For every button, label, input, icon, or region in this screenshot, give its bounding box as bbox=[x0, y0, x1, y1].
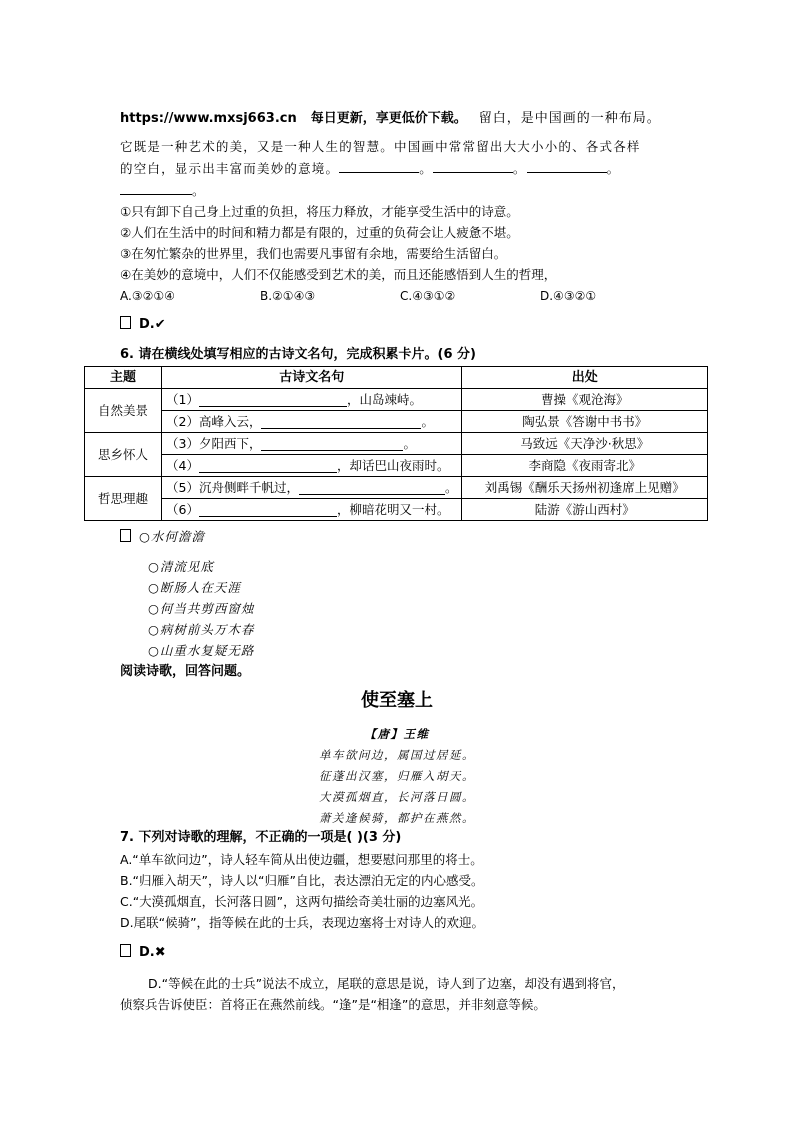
header-line bbox=[120, 110, 661, 128]
verse-cell bbox=[162, 499, 462, 521]
fill-blank-1[interactable] bbox=[199, 392, 347, 407]
table-header-row bbox=[85, 367, 708, 389]
answer-marker bbox=[120, 530, 139, 545]
verse-pre: （3）夕阳西下， bbox=[166, 436, 262, 451]
q5-answer bbox=[120, 316, 166, 334]
q5-intro: 留白，是中国画的一种布局。 bbox=[478, 111, 661, 126]
header-verse: 古诗文名句 bbox=[162, 367, 462, 389]
table-row bbox=[85, 411, 708, 433]
q5-option-2: ②人们在生活中的时间和精力都是有限的，过重的负荷会让人疲惫不堪。 bbox=[120, 225, 519, 240]
verse-post: ，却话巴山夜雨时。 bbox=[336, 458, 450, 473]
q7-title: 7. 下列对诗歌的理解，不正确的一项是( )(3 分) bbox=[120, 830, 402, 845]
q5-paragraph-text: 的空白，显示出丰富而美妙的意境。 bbox=[120, 161, 340, 176]
q5-sep: 。 bbox=[192, 183, 206, 198]
q5-choice-a[interactable]: A.③②①④ bbox=[120, 289, 175, 303]
q6-answer-6: ○山重水复疑无路 bbox=[148, 643, 255, 658]
source-cell: 刘禹锡《酬乐天扬州初逢席上见赠》 bbox=[462, 477, 708, 499]
verse-post: 。 bbox=[421, 414, 434, 429]
poem-line-2: 征蓬出汉塞，归雁入胡天。 bbox=[319, 769, 475, 783]
verse-pre: （5）沉舟侧畔千帆过， bbox=[166, 480, 299, 495]
q5-blank-1 bbox=[339, 160, 419, 173]
verse-cell bbox=[162, 433, 462, 455]
source-cell: 马致远《天净沙·秋思》 bbox=[462, 433, 708, 455]
verse-cell bbox=[162, 411, 462, 433]
q5-choice-d[interactable]: D.④③②① bbox=[540, 289, 597, 303]
poem-line-3: 大漠孤烟直，长河落日圆。 bbox=[319, 790, 475, 804]
verse-pre: （4） bbox=[166, 458, 199, 473]
verse-pre: （2）高峰入云， bbox=[166, 414, 262, 429]
verse-cell bbox=[162, 477, 462, 499]
q5-option-3: ③在匆忙繁杂的世界里，我们也需要凡事留有余地，需要给生活留白。 bbox=[120, 246, 507, 261]
poem-line-1: 单车欲问边，属国过居延。 bbox=[319, 748, 475, 762]
fill-blank-4[interactable] bbox=[199, 458, 337, 473]
poem-line-4: 萧关逢候骑，都护在燕然。 bbox=[319, 811, 475, 825]
q5-option-4: ④在美妙的意境中，人们不仅能感受到艺术的美，而且还能感悟到人生的哲理， bbox=[120, 267, 557, 282]
source-cell: 陶弘景《答谢中书书》 bbox=[462, 411, 708, 433]
fill-blank-6[interactable] bbox=[199, 502, 337, 517]
q7-answer bbox=[120, 944, 166, 962]
answer-box-icon bbox=[120, 316, 131, 329]
source-cell: 李商隐《夜雨寄北》 bbox=[462, 455, 708, 477]
poem-title: 使至塞上 bbox=[361, 690, 433, 711]
q6-answer-2: ○清流见底 bbox=[148, 559, 214, 574]
q7-option-b[interactable]: B.“归雁入胡天”，诗人以“归雁”自比，表达漂泊无定的内心感受。 bbox=[120, 873, 484, 888]
q6-answer-3: ○断肠人在天涯 bbox=[148, 580, 241, 595]
verse-post: ，山岛竦峙。 bbox=[346, 392, 422, 407]
verse-cell bbox=[162, 389, 462, 411]
header-source: 出处 bbox=[462, 367, 708, 389]
q6-answer-4: ○何当共剪西窗烛 bbox=[148, 601, 255, 616]
answer-box-icon bbox=[120, 944, 131, 957]
verse-post: ，柳暗花明又一村。 bbox=[336, 502, 450, 517]
q5-paragraph-line1: 它既是一种艺术的美，又是一种人生的智慧。中国画中常常留出大大小小的、各式各样 bbox=[120, 139, 641, 154]
source-cell: 曹操《观沧海》 bbox=[462, 389, 708, 411]
verse-pre: （1） bbox=[166, 392, 199, 407]
answer-box-icon bbox=[120, 529, 131, 542]
table-row bbox=[85, 477, 708, 499]
q6-answer-1 bbox=[120, 528, 205, 547]
table-row bbox=[85, 389, 708, 411]
q6-title: 6. 请在横线处填写相应的古诗文名句，完成积累卡片。(6 分) bbox=[120, 347, 476, 362]
q5-option-1: ①只有卸下自己身上过重的负担，将压力释放，才能享受生活中的诗意。 bbox=[120, 204, 519, 219]
q6-answer-5: ○病树前头万木春 bbox=[148, 622, 255, 637]
theme-cell: 思乡怀人 bbox=[85, 433, 162, 477]
q5-sep: 。 bbox=[419, 161, 433, 176]
q5-blank-2 bbox=[433, 160, 513, 173]
verse-post: 。 bbox=[403, 436, 416, 451]
source-cell: 陆游《游山西村》 bbox=[462, 499, 708, 521]
q7-explanation-line1: D.“等候在此的士兵”说法不成立，尾联的意思是说，诗人到了边塞，却没有遇到将官， bbox=[148, 976, 625, 991]
q5-choice-b[interactable]: B.②①④③ bbox=[260, 289, 316, 303]
table-row bbox=[85, 499, 708, 521]
q7-option-d[interactable]: D.尾联“候骑”，指等候在此的士兵，表现边塞将士对诗人的欢迎。 bbox=[120, 915, 485, 930]
table-row bbox=[85, 433, 708, 455]
fill-blank-3[interactable] bbox=[261, 436, 403, 451]
verse-cell bbox=[162, 455, 462, 477]
q5-choice-c[interactable]: C.④③①② bbox=[400, 289, 456, 303]
verse-pre: （6） bbox=[166, 502, 199, 517]
poem-author: 【唐】王维 bbox=[364, 727, 430, 741]
q5-sep: 。 bbox=[606, 161, 621, 176]
answer-text: ○水何澹澹 bbox=[139, 529, 205, 544]
header-theme: 主题 bbox=[85, 367, 162, 389]
q5-blank-3 bbox=[527, 160, 607, 173]
q5-sep: 。 bbox=[512, 161, 527, 176]
fill-blank-5[interactable] bbox=[299, 480, 445, 495]
q7-option-a[interactable]: A.“单车欲问边”，诗人轻车简从出使边疆，想要慰问那里的将士。 bbox=[120, 852, 483, 867]
theme-cell: 哲思理趣 bbox=[85, 477, 162, 521]
theme-cell: 自然美景 bbox=[85, 389, 162, 433]
q5-blank-4 bbox=[120, 182, 192, 195]
q5-paragraph-line3 bbox=[120, 182, 206, 200]
verse-post: 。 bbox=[444, 480, 458, 495]
poem-intro: 阅读诗歌，回答问题。 bbox=[120, 664, 251, 679]
table-row bbox=[85, 455, 708, 477]
q5-paragraph-line2 bbox=[120, 160, 620, 178]
q7-option-c[interactable]: C.“大漠孤烟直，长河落日圆”，这两句描绘奇美壮丽的边塞风光。 bbox=[120, 894, 484, 909]
fill-blank-2[interactable] bbox=[261, 414, 421, 429]
q7-explanation-line2: 侦察兵告诉使臣：首将正在燕然前线。“逢”是“相逢”的意思，并非刻意等候。 bbox=[120, 997, 546, 1012]
q7-answer-text: D.✖ bbox=[139, 945, 166, 960]
source-url[interactable]: https://www.mxsj663.cn bbox=[120, 111, 297, 126]
q5-answer-text: D.✔ bbox=[139, 317, 166, 332]
promo-text: 每日更新，享更低价下载。 bbox=[310, 111, 467, 126]
accumulation-card-table bbox=[84, 366, 708, 521]
